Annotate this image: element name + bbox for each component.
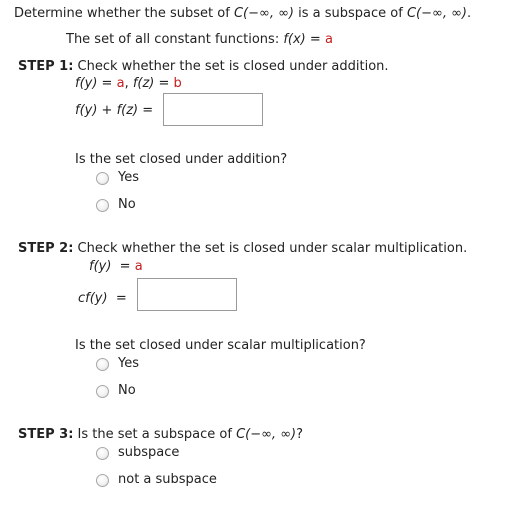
step2-lhs: cf(y): [78, 291, 108, 306]
step1-option-no-label[interactable]: No: [118, 197, 136, 212]
step2-label: STEP 2:: [18, 241, 74, 256]
set-func: f(x): [283, 32, 306, 47]
step1-fz: f(z): [132, 76, 155, 91]
step2-option-yes-label[interactable]: Yes: [118, 356, 139, 371]
set-description: [66, 32, 333, 48]
step1-sum-answer-box[interactable]: [163, 93, 263, 126]
step2-given: [89, 259, 143, 275]
set-eq: =: [305, 32, 325, 47]
step1-sum-lhs: f(y) + f(z): [75, 103, 139, 118]
step3-qmark: ?: [296, 427, 304, 442]
step2-answer-box[interactable]: [137, 278, 237, 311]
step2-lhs-eq: =: [107, 291, 127, 306]
problem-statement: Determine whether the subset of C(−∞, ∞) is a subspace of C(−∞, ∞).: [14, 6, 472, 21]
step3-option-subspace-radio[interactable]: [96, 447, 109, 460]
step2-lhs-label: [78, 291, 127, 307]
step1-sum-eq: =: [138, 103, 154, 118]
step3-header: [18, 427, 303, 443]
space-label-2: C(−∞, ∞): [406, 6, 467, 21]
step1-option-no-radio[interactable]: [96, 199, 109, 212]
step1-a: a: [116, 76, 125, 91]
step2-question: Is the set closed under scalar multiplication?: [75, 338, 366, 353]
step1-fy: f(y): [75, 76, 98, 91]
step1-text: Check whether the set is closed under addition.: [73, 59, 389, 74]
step3-option-subspace-label[interactable]: subspace: [118, 445, 180, 460]
step1-b: b: [173, 76, 182, 91]
step3-option-not-subspace-label[interactable]: not a subspace: [118, 472, 217, 487]
step1-option-yes-label[interactable]: Yes: [118, 170, 139, 185]
step3-option-not-subspace-radio[interactable]: [96, 474, 109, 487]
step1-comma: ,: [124, 76, 133, 91]
step2-header: [18, 241, 467, 257]
set-value: a: [324, 32, 333, 47]
step1-sum-label: [75, 103, 153, 119]
step1-eq2: =: [154, 76, 174, 91]
step2-option-no-radio[interactable]: [96, 385, 109, 398]
step2-option-yes-radio[interactable]: [96, 358, 109, 371]
step2-a: a: [134, 259, 143, 274]
step2-eq: =: [111, 259, 135, 274]
step2-text: Check whether the set is closed under scalar multiplication.: [73, 241, 468, 256]
step3-space: C(−∞, ∞): [236, 427, 297, 442]
step1-label: STEP 1:: [18, 59, 74, 74]
step3-label: STEP 3:: [18, 427, 74, 442]
space-label-1: C(−∞, ∞): [233, 6, 294, 21]
step1-question: Is the set closed under addition?: [75, 152, 288, 167]
prompt-prefix: Determine whether the subset of: [14, 6, 234, 21]
step3-text: Is the set a subspace of: [73, 427, 237, 442]
step1-eq1: =: [97, 76, 117, 91]
prompt-end: .: [467, 6, 472, 21]
set-desc-text: The set of all constant functions:: [66, 32, 284, 47]
step2-fy: f(y): [89, 259, 112, 274]
step1-given: [75, 76, 182, 92]
step2-option-no-label[interactable]: No: [118, 383, 136, 398]
step1-header: [18, 59, 389, 75]
step1-option-yes-radio[interactable]: [96, 172, 109, 185]
